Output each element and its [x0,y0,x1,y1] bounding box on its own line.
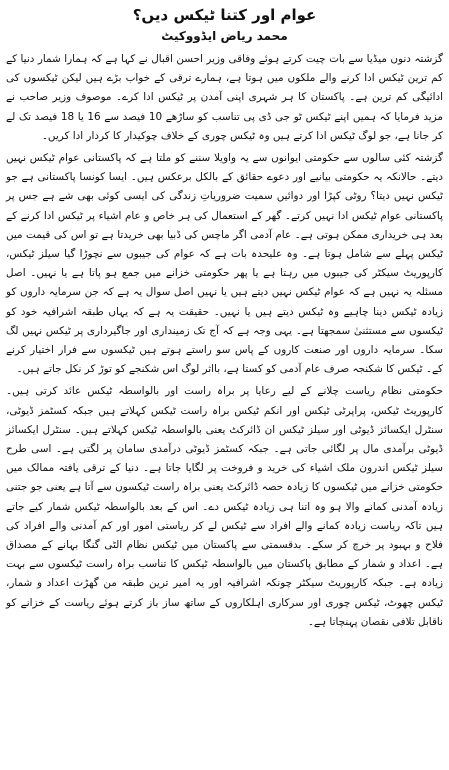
article-title: عوام اور کتنا ٹیکس دیں؟ [132,6,317,24]
article-paragraph-1: گزشتہ دنوں میڈیا سے بات چیت کرتے ہوئے وفاقی وزیر احسن اقبال نے کہا ہے کہ ہمارا شمار دنیا کے کم ترین ٹیکس ادا کرنے والے ملکوں میں ہوتا ہے، ہمارے ترقی کے خواب بڑے ہیں لیکن ٹیکسوں کی ادائیگی کم ترین ہے۔ پاکستان کا ہر شہری اپنی آمدن پر ٹیکس ادا کرے۔ موصوف وزیر صاحب نے مزید فرمایا کہ ہمیں اپنے ٹیکس ٹو جی ڈی پی تناسب کو ساڑھے 10 فیصد سے 16 یا 18 فیصد تک لے کر جانا ہے، جو لوگ ٹیکس ادا کرتے ہیں وہ ٹیکس چوری کے خلاف چوکیدار کا کردار ادا کریں۔ [6,53,443,142]
article-paragraph-2: گزشتہ کئی سالوں سے حکومتی ایوانوں سے یہ واویلا سننے کو ملتا ہے کہ پاکستانی عوام ٹیکس نہیں دیتے۔ حالانکہ یہ حکومتی بیانیے اور دعوے حقائق کے بالکل برعکس ہیں۔ ایسا کونسا پاکستانی ہے جو ٹیکس نہیں دیتا؟ روٹی کپڑا اور دوائیں سمیت ضروریاتِ زندگی کی ایسی کوئی بھی شے ہے جس پر پاکستانی عوام ٹیکس ادا نہیں کرتے۔ گھر کے استعمال کی ہر خاص و عام اشیاء پر ٹیکس ادا کرنے کے بعد ہی خریداری ممکن ہوتی ہے۔ عام آدمی اگر ماچس کی ڈبیا بھی خریدتا ہے تو اس کی قیمت میں ٹیکس پہلے سے شامل ہوتا ہے۔ وہ علیحدہ بات ہے کہ عوام کی جیبوں سے نچوڑا گیا سیلز ٹیکس، کارپوریٹ سیکٹر کی جیبوں میں رہتا ہے یا پھر حکومتی خزانے میں جمع ہو پاتا ہے یا نہیں۔ اصل مسئلہ یہ نہیں ہے کہ عوام ٹیکس نہیں دیتے ہیں یا نہیں اصل سوال یہ ہے کہ جن سرمایہ داروں کو زیادہ ٹیکس دینا چاہیے وہ ٹیکس دیتے ہیں یا نہیں۔ حقیقت یہ ہے کہ یہاں طبقہ اشرافیہ خود کو ٹیکسوں سے مستثنیٰ سمجھتا ہے۔ یہی وجہ ہے کہ آج تک زمینداری اور جاگیرداری پر ٹیکس نہیں لگ سکا۔ سرمایہ داروں اور صنعت کاروں کے پاس سو راستے ہوتے ہیں ٹیکسوں سے فرار اختیار کرنے کے۔ ٹیکس کا شکنجہ صرف عام آدمی کو کستا ہے، بااثر لوگ اس شکنجے کو توڑ کر نکل جاتے ہیں۔ [6,152,443,376]
article-paragraph-3: حکومتی نظام ریاست چلانے کے لیے رعایا پر براہ راست اور بالواسطہ ٹیکس عائد کرتی ہیں۔ کارپوریٹ ٹیکس، پراپرٹی ٹیکس اور انکم ٹیکس براہ راست ٹیکس کہلاتے ہیں جبکہ کسٹمز ڈیوٹی، سنٹرل ایکسائز ڈیوٹی اور سیلز ٹیکس ان ڈائرکٹ یعنی بالواسطہ ٹیکس کہلاتے ہیں۔ سنٹرل ایکسائز ڈیوٹی برآمدی مال پر لگائی جاتی ہے۔ جبکہ کسٹمز ڈیوٹی درآمدی سامان پر لگتی ہے۔ اسی طرح سیلز ٹیکس اندرون ملک اشیاء کی خرید و فروخت پر لگایا جاتا ہے۔ دنیا کے ترقی یافتہ ممالک میں حکومتی خزانے میں ٹیکسوں کا زیادہ حصہ ڈائرکٹ یعنی براہ راست ٹیکسوں سے آتا ہے یعنی جو جتنی زیادہ آمدنی کمانے والا ہو وہ اتنا ہی زیادہ ٹیکس دے۔ اس کے بعد بالواسطہ ٹیکس شمار کیے جاتے ہیں تاکہ ریاست زیادہ کمانے والے افراد سے ٹیکس لے کر ریاستی امور اور کم آمدنی والے افراد کی فلاح و بہبود پر خرچ کر سکے۔ بدقسمتی سے پاکستان میں ٹیکس نظام الٹی گنگا بہانے کے مصداق ہے۔ اعداد و شمار کے مطابق پاکستان میں بالواسطہ ٹیکس کا تناسب براہ راست ٹیکسوں سے بہت زیادہ ہے۔ جبکہ کارپوریٹ سیکٹر چونکہ اشرافیہ اور یہ امیر ترین طبقہ من گھڑت اعداد و شمار، ٹیکس چھوٹ، ٹیکس چوری اور سرکاری اہلکاروں کے ساتھ ساز باز کرتے ہوئے ریاست کے خزانے کو ناقابل تلافی نقصان پہنچاتا ہے۔ [6,385,443,628]
article-author: محمد ریاض ایڈووکیٹ [161,29,288,43]
